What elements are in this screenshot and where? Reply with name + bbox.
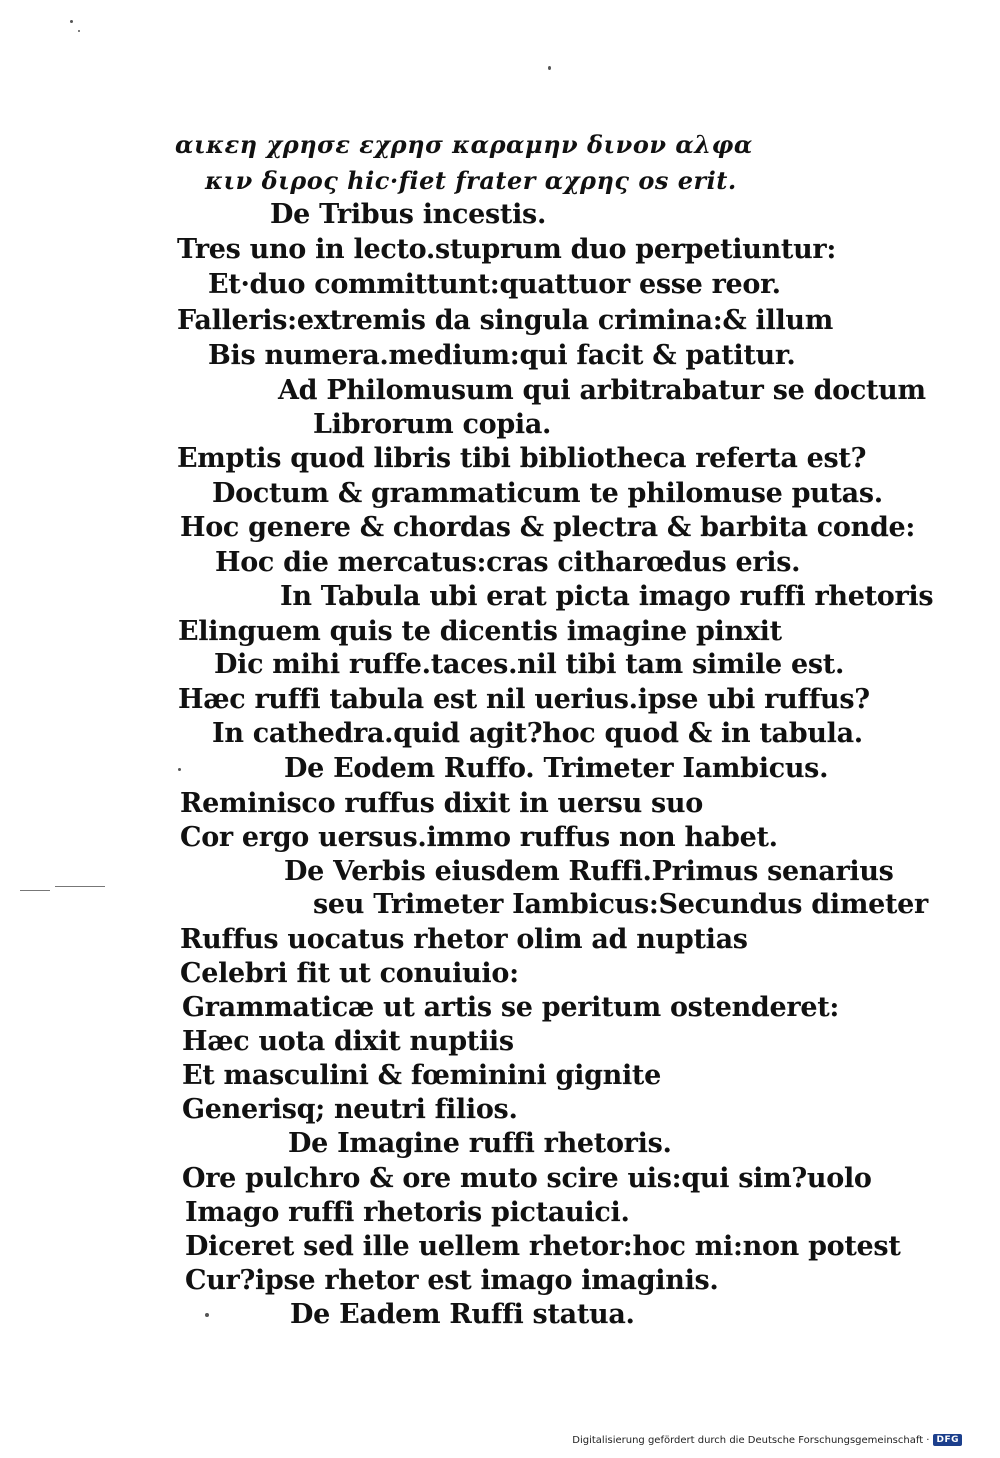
text-line: Emptis quod libris tibi bibliotheca referta est? [177, 443, 867, 474]
scan-margin-mark [20, 890, 50, 891]
text-line: Ore pulchro & ore muto scire uis:qui sim?uolo [182, 1163, 872, 1194]
heading-line: De Imagine ruffi rhetoris. [288, 1128, 672, 1159]
footer-text: Digitalisierung gefördert durch die Deutsche Forschungsgemeinschaft · [572, 1434, 930, 1446]
text-line: Imago ruffi rhetoris pictauici. [185, 1197, 630, 1228]
scan-speck [70, 20, 73, 23]
funding-footer [572, 1434, 962, 1446]
scan-speck [205, 1313, 209, 1317]
text-line: Diceret sed ille uellem rhetor:hoc mi:non potest [185, 1231, 901, 1262]
text-line: In cathedra.quid agit?hoc quod & in tabula. [212, 718, 863, 749]
text-line: αικεη χρησε εχρησ καραμην δινον αλφα [175, 130, 753, 159]
text-line: Tres uno in lecto.stuprum duo perpetiuntur: [177, 234, 837, 265]
heading-line: De Tribus incestis. [270, 199, 547, 230]
text-line: Bis numera.medium:qui facit & patitur. [208, 340, 796, 371]
text-line: Dic mihi ruffe.taces.nil tibi tam simile est. [214, 649, 845, 680]
text-line: Cor ergo uersus.immo ruffus non habet. [180, 822, 778, 853]
scan-speck [78, 30, 80, 32]
text-line: Doctum & grammaticum te philomuse putas. [212, 478, 883, 509]
text-line: Hæc ruffi tabula est nil uerius.ipse ubi ruffus? [178, 684, 870, 715]
text-line: Reminisco ruffus dixit in uersu suo [180, 788, 703, 819]
text-line: Cur?ipse rhetor est imago imaginis. [185, 1265, 719, 1296]
text-line: Celebri fit ut conuiuio: [180, 958, 519, 989]
text-line: κιν διρος hic·fiet frater αχρης os erit. [205, 166, 737, 195]
heading-line: De Eadem Ruffi statua. [290, 1299, 635, 1330]
scan-margin-mark [55, 886, 105, 887]
text-line: Et masculini & fœminini gignite [182, 1060, 661, 1091]
text-line: Hoc genere & chordas & plectra & barbita conde: [180, 512, 916, 543]
text-line: Elinguem quis te dicentis imagine pinxit [178, 616, 782, 647]
heading-line: seu Trimeter Iambicus:Secundus dimeter [313, 889, 928, 920]
heading-line: Librorum copia. [313, 409, 552, 440]
text-line: Generisq; neutri filios. [182, 1094, 518, 1125]
heading-line: De Verbis eiusdem Ruffi.Primus senarius [284, 856, 894, 887]
heading-line: In Tabula ubi erat picta imago ruffi rhetoris [280, 581, 934, 612]
scan-speck [548, 66, 551, 70]
heading-line: De Eodem Ruffo. Trimeter Iambicus. [284, 753, 829, 784]
text-line: Grammaticæ ut artis se peritum ostenderet: [182, 992, 840, 1023]
text-line: Et·duo committunt:quattuor esse reor. [208, 269, 781, 300]
text-line: Hoc die mercatus:cras citharœdus eris. [215, 547, 801, 578]
text-line: Hæc uota dixit nuptiis [182, 1026, 514, 1057]
dfg-logo-icon: DFG [933, 1434, 962, 1446]
heading-line: Ad Philomusum qui arbitrabatur se doctum [278, 375, 926, 406]
scan-speck [178, 768, 181, 771]
text-line: Falleris:extremis da singula crimina:& illum [177, 305, 834, 336]
text-line: Ruffus uocatus rhetor olim ad nuptias [180, 924, 748, 955]
